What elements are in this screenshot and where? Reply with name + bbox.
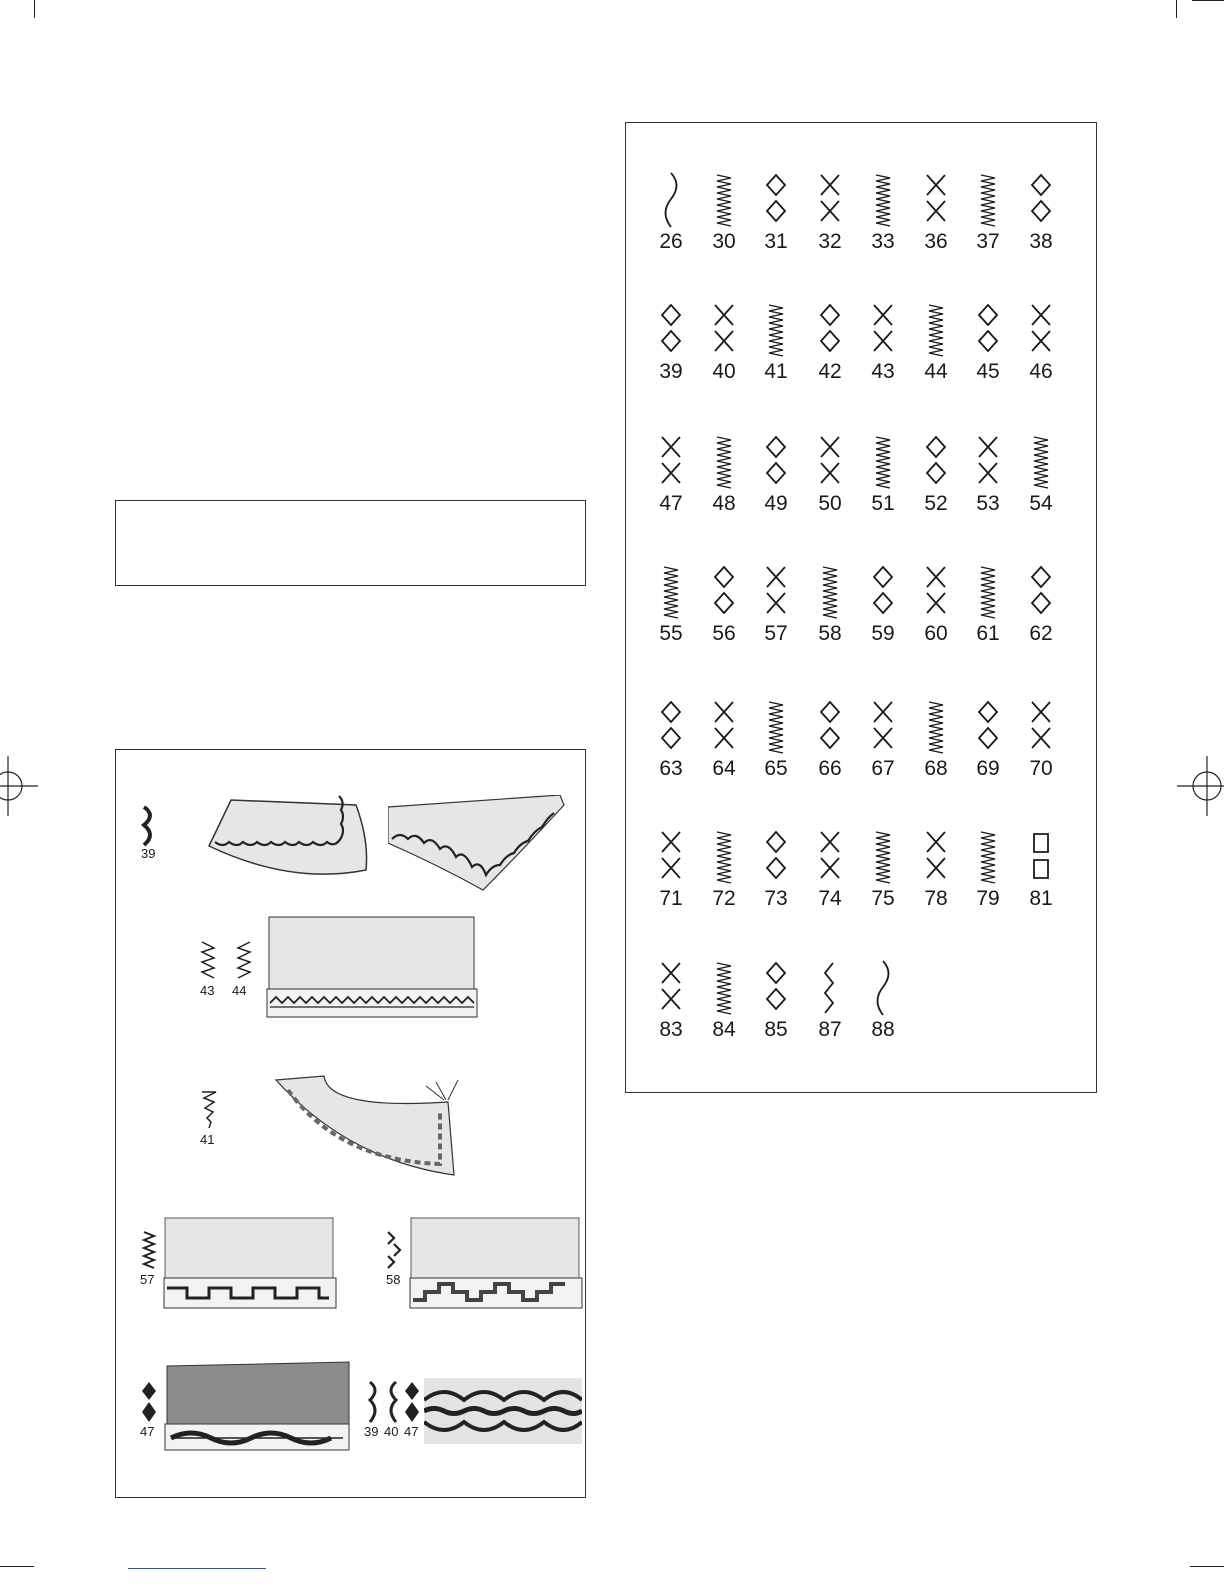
stitch-36 (910, 171, 962, 253)
stitch-33 (857, 171, 909, 253)
stitch-number: 44 (924, 360, 948, 383)
stitch-30-icon (711, 171, 737, 229)
stitch-85 (750, 959, 802, 1041)
stitch-39 (645, 301, 697, 383)
stitch-number: 68 (924, 757, 948, 780)
stitch-57 (750, 563, 802, 645)
stitch-55 (645, 563, 697, 645)
stitch-64-icon (711, 698, 737, 756)
stitch-53-icon (975, 433, 1001, 491)
stitch-number: 26 (659, 230, 683, 253)
stitch-57-icon (763, 563, 789, 621)
scalloped-collar-illustration (201, 790, 376, 885)
stitch-number: 62 (1029, 622, 1053, 645)
stitch-71 (645, 828, 697, 910)
note-box (115, 500, 586, 586)
stitch-31-icon (763, 171, 789, 229)
stitch-78 (910, 828, 962, 910)
crop-mark-bottom-right-h (1190, 1566, 1224, 1567)
stitch-70 (1015, 698, 1067, 780)
stitch-83-icon (658, 959, 684, 1017)
stitch-59 (857, 563, 909, 645)
stitch-73 (750, 828, 802, 910)
stitch-43 (857, 301, 909, 383)
stitch-72 (698, 828, 750, 910)
stitch-54-icon (1028, 433, 1054, 491)
collar-fabric-illustration (268, 1070, 468, 1185)
example-label: 47 (140, 1424, 155, 1439)
stitch-number: 70 (1029, 757, 1053, 780)
stitch-74-icon (817, 828, 843, 886)
stitch-33-icon (870, 171, 896, 229)
stitch-32-icon (817, 171, 843, 229)
stitch-56-icon (711, 563, 737, 621)
stitch-64 (698, 698, 750, 780)
stitch-61-icon (975, 563, 1001, 621)
stitch-number: 73 (764, 887, 788, 910)
stitch-combo-icons (366, 1380, 422, 1424)
stitch-47-icon (140, 1380, 158, 1424)
stitch-42-icon (817, 301, 843, 359)
stitch-number: 36 (924, 230, 948, 253)
stitch-83 (645, 959, 697, 1041)
stitch-number: 66 (818, 757, 842, 780)
stitch-84 (698, 959, 750, 1041)
stitch-number: 45 (976, 360, 1000, 383)
stitch-55-icon (658, 563, 684, 621)
stitch-number: 59 (871, 622, 895, 645)
stitch-31 (750, 171, 802, 253)
stitch-number: 55 (659, 622, 683, 645)
stitch-number: 42 (818, 360, 842, 383)
footer-rule (128, 1568, 266, 1569)
stitch-number: 50 (818, 492, 842, 515)
stitch-48 (698, 433, 750, 515)
stitch-58-icon (386, 1230, 404, 1270)
stitch-26-icon (658, 171, 684, 229)
stitch-number: 31 (764, 230, 788, 253)
stitch-number: 79 (976, 887, 1000, 910)
stitch-number: 71 (659, 887, 683, 910)
stitch-79-icon (975, 828, 1001, 886)
stitch-78-icon (923, 828, 949, 886)
stitch-45 (962, 301, 1014, 383)
stitch-47 (645, 433, 697, 515)
stitch-69-icon (975, 698, 1001, 756)
stitch-67-icon (870, 698, 896, 756)
stitch-71-icon (658, 828, 684, 886)
stitch-number: 43 (871, 360, 895, 383)
stitch-number: 41 (764, 360, 788, 383)
stitch-50 (804, 433, 856, 515)
crop-mark-top-right-h (1192, 0, 1224, 1)
stitch-39-icon (658, 301, 684, 359)
example-label: 47 (404, 1424, 419, 1439)
stitch-number: 69 (976, 757, 1000, 780)
stitch-81-icon (1028, 828, 1054, 886)
stitch-75 (857, 828, 909, 910)
stitch-65-icon (763, 698, 789, 756)
example-label: 57 (140, 1272, 155, 1287)
example-label: 39 (141, 846, 156, 861)
stitch-73-icon (763, 828, 789, 886)
stitch-42 (804, 301, 856, 383)
stitch-41 (750, 301, 802, 383)
example-label: 41 (200, 1132, 215, 1147)
stitch-51-icon (870, 433, 896, 491)
stitch-63 (645, 698, 697, 780)
crop-mark-top-left (34, 0, 35, 18)
decorative-band-illustration (424, 1378, 582, 1444)
stitch-40-icon (711, 301, 737, 359)
stitch-52 (910, 433, 962, 515)
example-label: 44 (232, 983, 247, 998)
hem-57-illustration (163, 1216, 338, 1311)
stitch-44-icon (923, 301, 949, 359)
stitch-number: 74 (818, 887, 842, 910)
stitch-48-icon (711, 433, 737, 491)
stitch-number: 56 (712, 622, 736, 645)
stitch-number: 83 (659, 1018, 683, 1041)
stitch-number: 46 (1029, 360, 1053, 383)
stitch-26 (645, 171, 697, 253)
registration-mark-left (0, 756, 38, 816)
hem-58-illustration (409, 1216, 584, 1311)
stitch-56 (698, 563, 750, 645)
stitch-examples (115, 749, 586, 1498)
scalloped-hem-illustration (388, 795, 568, 900)
stitch-66 (804, 698, 856, 780)
stitch-41-icon (763, 301, 789, 359)
dark-fabric-47-illustration (163, 1360, 353, 1452)
stitch-38 (1015, 171, 1067, 253)
stitch-58-icon (817, 563, 843, 621)
stitch-68-icon (923, 698, 949, 756)
stitch-number: 64 (712, 757, 736, 780)
stitch-72-icon (711, 828, 737, 886)
stitch-30 (698, 171, 750, 253)
stitch-number: 37 (976, 230, 1000, 253)
stitch-85-icon (763, 959, 789, 1017)
stitch-44-icon (234, 940, 252, 980)
stitch-53 (962, 433, 1014, 515)
stitch-number: 75 (871, 887, 895, 910)
stitch-88-icon (870, 959, 896, 1017)
stitch-68 (910, 698, 962, 780)
stitch-46 (1015, 301, 1067, 383)
stitch-40 (698, 301, 750, 383)
stitch-46-icon (1028, 301, 1054, 359)
hem-fabric-illustration (266, 915, 481, 1020)
stitch-47-icon (658, 433, 684, 491)
stitch-number: 67 (871, 757, 895, 780)
stitch-49-icon (763, 433, 789, 491)
stitch-number: 88 (871, 1018, 895, 1041)
stitch-88 (857, 959, 909, 1041)
stitch-number: 61 (976, 622, 1000, 645)
stitch-number: 49 (764, 492, 788, 515)
stitch-87-icon (817, 959, 843, 1017)
stitch-number: 51 (871, 492, 895, 515)
stitch-63-icon (658, 698, 684, 756)
stitch-number: 60 (924, 622, 948, 645)
stitch-number: 87 (818, 1018, 842, 1041)
example-label: 39 (364, 1424, 379, 1439)
stitch-41-icon (200, 1090, 218, 1130)
stitch-59-icon (870, 563, 896, 621)
stitch-number: 65 (764, 757, 788, 780)
stitch-catalog (625, 122, 1097, 1093)
stitch-number: 78 (924, 887, 948, 910)
stitch-87 (804, 959, 856, 1041)
stitch-38-icon (1028, 171, 1054, 229)
crop-mark-bottom-left-h (0, 1566, 34, 1567)
stitch-number: 38 (1029, 230, 1053, 253)
stitch-number: 57 (764, 622, 788, 645)
stitch-44 (910, 301, 962, 383)
stitch-number: 40 (712, 360, 736, 383)
stitch-number: 58 (818, 622, 842, 645)
stitch-number: 63 (659, 757, 683, 780)
stitch-79 (962, 828, 1014, 910)
stitch-58 (804, 563, 856, 645)
stitch-69 (962, 698, 1014, 780)
stitch-number: 47 (659, 492, 683, 515)
stitch-50-icon (817, 433, 843, 491)
stitch-51 (857, 433, 909, 515)
stitch-65 (750, 698, 802, 780)
stitch-60-icon (923, 563, 949, 621)
stitch-number: 72 (712, 887, 736, 910)
registration-mark-right (1177, 756, 1224, 816)
stitch-32 (804, 171, 856, 253)
example-label: 40 (384, 1424, 399, 1439)
stitch-39-icon (138, 805, 162, 847)
stitch-number: 81 (1029, 887, 1053, 910)
stitch-54 (1015, 433, 1067, 515)
stitch-number: 84 (712, 1018, 736, 1041)
stitch-84-icon (711, 959, 737, 1017)
stitch-43-icon (200, 940, 218, 980)
stitch-62 (1015, 563, 1067, 645)
stitch-49 (750, 433, 802, 515)
stitch-37-icon (975, 171, 1001, 229)
stitch-57-icon (140, 1230, 158, 1270)
stitch-43-icon (870, 301, 896, 359)
stitch-61 (962, 563, 1014, 645)
stitch-74 (804, 828, 856, 910)
stitch-70-icon (1028, 698, 1054, 756)
example-label: 43 (200, 983, 215, 998)
stitch-45-icon (975, 301, 1001, 359)
stitch-75-icon (870, 828, 896, 886)
stitch-81 (1015, 828, 1067, 910)
stitch-number: 48 (712, 492, 736, 515)
stitch-37 (962, 171, 1014, 253)
stitch-number: 30 (712, 230, 736, 253)
crop-mark-top-right (1176, 0, 1177, 18)
stitch-number: 54 (1029, 492, 1053, 515)
stitch-number: 85 (764, 1018, 788, 1041)
stitch-52-icon (923, 433, 949, 491)
stitch-60 (910, 563, 962, 645)
stitch-number: 33 (871, 230, 895, 253)
stitch-number: 39 (659, 360, 683, 383)
stitch-66-icon (817, 698, 843, 756)
stitch-number: 52 (924, 492, 948, 515)
stitch-36-icon (923, 171, 949, 229)
example-label: 58 (386, 1272, 401, 1287)
stitch-number: 53 (976, 492, 1000, 515)
stitch-67 (857, 698, 909, 780)
stitch-number: 32 (818, 230, 842, 253)
stitch-62-icon (1028, 563, 1054, 621)
